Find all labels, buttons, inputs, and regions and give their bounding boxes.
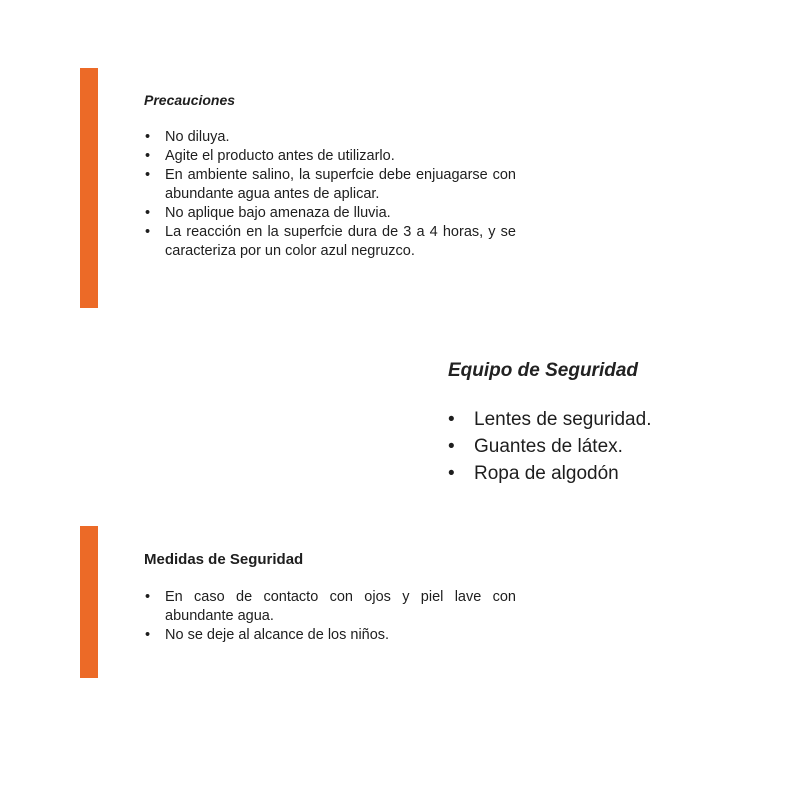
safety-equipment-title: Equipo de Seguridad <box>448 360 639 381</box>
list-item: • No aplique bajo amenaza de lluvia. <box>165 204 516 223</box>
accent-bar-precautions <box>80 68 98 308</box>
safety-measures-section <box>144 550 516 645</box>
list-item: • La reacción en la superfcie dura de 3 a 4 horas, y se caracteriza por un color azul negruzco. <box>165 223 516 261</box>
accent-bar-safety-measures <box>80 526 98 678</box>
precautions-title: Precauciones <box>144 92 236 108</box>
list-item: • No se deje al alcance de los niños. <box>165 626 516 645</box>
list-item: • Agite el producto antes de utilizarlo. <box>165 147 516 166</box>
list-item: • Ropa de algodón <box>474 460 748 487</box>
list-item: • No diluya. <box>165 128 516 147</box>
list-item: • En ambiente salino, la superfcie debe enjuagarse con abundante agua antes de aplicar. <box>165 166 516 204</box>
safety-measures-title: Medidas de Seguridad <box>144 551 304 568</box>
list-item: • Guantes de látex. <box>474 433 748 460</box>
safety-measures-list <box>144 588 516 645</box>
list-item: • Lentes de seguridad. <box>474 406 748 433</box>
list-item: • En caso de contacto con ojos y piel lave con abundante agua. <box>165 588 516 626</box>
precautions-section <box>144 90 516 261</box>
safety-equipment-section <box>448 358 748 487</box>
precautions-list <box>144 128 516 261</box>
safety-equipment-list <box>448 406 748 487</box>
